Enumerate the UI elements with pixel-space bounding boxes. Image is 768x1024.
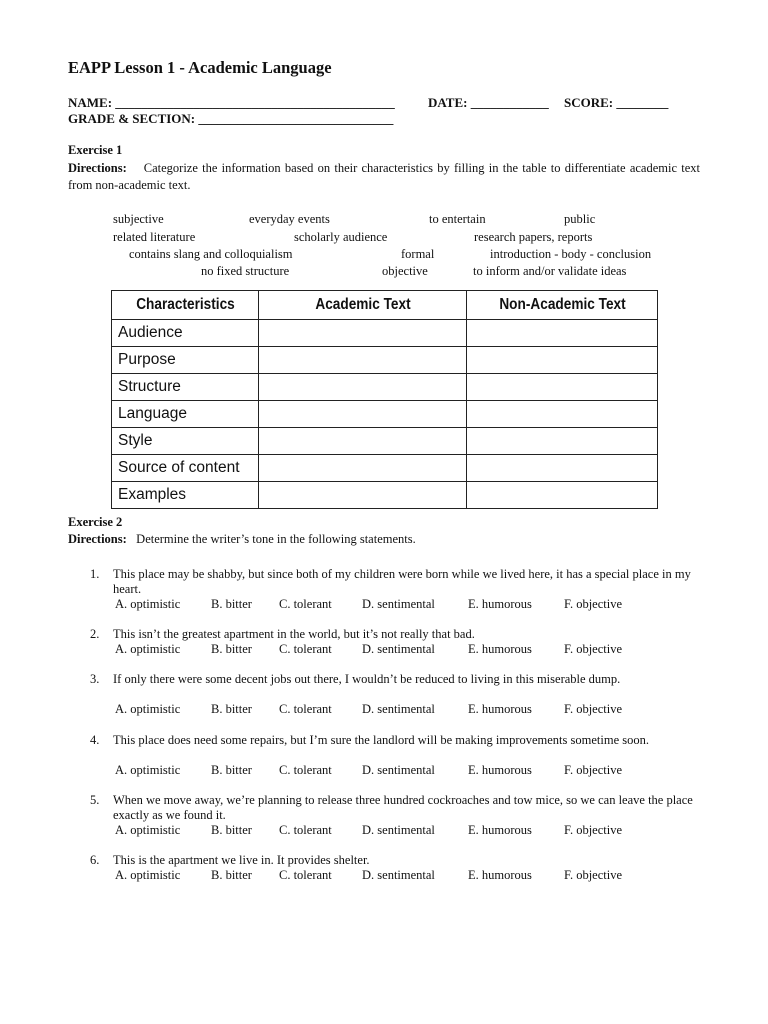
- option-e[interactable]: E. humorous: [468, 868, 532, 882]
- answer-cell[interactable]: [467, 347, 658, 374]
- directions-text: Categorize the information based on their characteristics by filling in the table to differentiate academic text from non-academic text.: [68, 161, 700, 192]
- question-text: This place may be shabby, but since both of my children were born while we lived here, it has a special place in my heart.: [113, 567, 691, 596]
- exercise2-directions: [68, 532, 416, 547]
- word-bank-item: no fixed structure: [201, 264, 290, 278]
- exercise1-heading: Exercise 1: [68, 143, 123, 157]
- option-row: [0, 868, 768, 884]
- option-c[interactable]: C. tolerant: [279, 642, 332, 656]
- word-bank-item: contains slang and colloquialism: [129, 247, 293, 261]
- answer-cell[interactable]: [467, 320, 658, 347]
- directions-text: Determine the writer’s tone in the following statements.: [136, 532, 416, 546]
- page-title: EAPP Lesson 1 - Academic Language: [68, 58, 332, 77]
- answer-cell[interactable]: [259, 428, 467, 455]
- row-label: Language: [112, 401, 259, 428]
- answer-cell[interactable]: [467, 428, 658, 455]
- column-header: Academic Text: [271, 291, 454, 320]
- grade-section-field[interactable]: GRADE & SECTION: ______________________________: [68, 111, 394, 126]
- answer-cell[interactable]: [467, 374, 658, 401]
- answer-cell[interactable]: [259, 401, 467, 428]
- answer-cell[interactable]: [259, 455, 467, 482]
- option-row: [0, 642, 768, 658]
- word-bank-item: public: [564, 212, 596, 226]
- question-text: This is the apartment we live in. It provides shelter.: [113, 853, 370, 867]
- word-bank-item: subjective: [113, 212, 164, 226]
- answer-cell[interactable]: [259, 320, 467, 347]
- directions-label: Directions:: [68, 161, 127, 175]
- question-text: This isn’t the greatest apartment in the world, but it’s not really that bad.: [113, 627, 475, 641]
- question-number: 6.: [90, 853, 100, 867]
- answer-cell[interactable]: [467, 455, 658, 482]
- option-b[interactable]: B. bitter: [211, 597, 252, 611]
- option-c[interactable]: C. tolerant: [279, 702, 332, 716]
- question-number: 4.: [90, 733, 100, 747]
- date-field[interactable]: DATE: ____________: [428, 95, 549, 110]
- option-row: [0, 763, 768, 779]
- option-d[interactable]: D. sentimental: [362, 642, 435, 656]
- row-label: Source of content: [112, 455, 259, 482]
- table-row: [112, 401, 658, 428]
- word-bank-item: formal: [401, 247, 435, 261]
- row-label: Audience: [112, 320, 259, 347]
- option-a[interactable]: A. optimistic: [115, 597, 181, 611]
- option-d[interactable]: D. sentimental: [362, 868, 435, 882]
- table-row: [112, 428, 658, 455]
- word-bank-item: introduction - body - conclusion: [490, 247, 652, 261]
- option-e[interactable]: E. humorous: [468, 823, 532, 837]
- option-d[interactable]: D. sentimental: [362, 597, 435, 611]
- option-a[interactable]: A. optimistic: [115, 702, 181, 716]
- option-b[interactable]: B. bitter: [211, 702, 252, 716]
- word-bank-item: research papers, reports: [474, 230, 593, 244]
- column-header: Non-Academic Text: [478, 291, 646, 320]
- option-e[interactable]: E. humorous: [468, 702, 532, 716]
- word-bank-item: to entertain: [429, 212, 486, 226]
- option-e[interactable]: E. humorous: [468, 597, 532, 611]
- option-a[interactable]: A. optimistic: [115, 763, 181, 777]
- row-label: Examples: [112, 482, 259, 509]
- option-row: [0, 823, 768, 839]
- option-f[interactable]: F. objective: [564, 868, 623, 882]
- option-b[interactable]: B. bitter: [211, 642, 252, 656]
- table-row: [112, 320, 658, 347]
- word-bank-item: everyday events: [249, 212, 330, 226]
- question-number: 2.: [90, 627, 100, 641]
- option-a[interactable]: A. optimistic: [115, 868, 181, 882]
- word-bank-item: scholarly audience: [294, 230, 388, 244]
- word-bank-item: objective: [382, 264, 428, 278]
- option-a[interactable]: A. optimistic: [115, 642, 181, 656]
- option-d[interactable]: D. sentimental: [362, 823, 435, 837]
- question-text: When we move away, we’re planning to release three hundred cockroaches and tow mice, so we can leave the place exactly as we found it.: [113, 793, 693, 822]
- option-f[interactable]: F. objective: [564, 763, 623, 777]
- table-row: [112, 482, 658, 509]
- option-e[interactable]: E. humorous: [468, 642, 532, 656]
- option-d[interactable]: D. sentimental: [362, 702, 435, 716]
- answer-cell[interactable]: [259, 482, 467, 509]
- option-b[interactable]: B. bitter: [211, 763, 252, 777]
- word-bank-item: to inform and/or validate ideas: [473, 264, 627, 278]
- question-text: This place does need some repairs, but I’m sure the landlord will be making improvements sometime soon.: [113, 733, 649, 747]
- exercise1-directions: [68, 160, 700, 194]
- table-header-row: [112, 291, 658, 320]
- score-field[interactable]: SCORE: ________: [564, 95, 669, 110]
- option-a[interactable]: A. optimistic: [115, 823, 181, 837]
- table-row: [112, 455, 658, 482]
- answer-cell[interactable]: [259, 374, 467, 401]
- question-number: 3.: [90, 672, 100, 686]
- option-c[interactable]: C. tolerant: [279, 763, 332, 777]
- option-f[interactable]: F. objective: [564, 597, 623, 611]
- word-bank-item: related literature: [113, 230, 196, 244]
- exercise2-heading: Exercise 2: [68, 515, 123, 529]
- directions-label: Directions:: [68, 532, 127, 546]
- answer-cell[interactable]: [467, 401, 658, 428]
- option-c[interactable]: C. tolerant: [279, 597, 332, 611]
- option-row: [0, 597, 768, 613]
- option-d[interactable]: D. sentimental: [362, 763, 435, 777]
- option-c[interactable]: C. tolerant: [279, 868, 332, 882]
- question-text: If only there were some decent jobs out there, I wouldn’t be reduced to living in this miserable dump.: [113, 672, 621, 686]
- option-row: [0, 702, 768, 718]
- characteristics-table: [111, 290, 658, 509]
- question-number: 5.: [90, 793, 100, 807]
- table-row: [112, 347, 658, 374]
- option-f[interactable]: F. objective: [564, 702, 623, 716]
- option-b[interactable]: B. bitter: [211, 868, 252, 882]
- name-field[interactable]: NAME: ___________________________________________: [68, 95, 395, 110]
- question-number: 1.: [90, 567, 100, 581]
- row-label: Structure: [112, 374, 259, 401]
- column-header: Characteristics: [120, 291, 249, 320]
- table-row: [112, 374, 658, 401]
- option-e[interactable]: E. humorous: [468, 763, 532, 777]
- row-label: Purpose: [112, 347, 259, 374]
- option-c[interactable]: C. tolerant: [279, 823, 332, 837]
- answer-cell[interactable]: [467, 482, 658, 509]
- option-f[interactable]: F. objective: [564, 642, 623, 656]
- answer-cell[interactable]: [259, 347, 467, 374]
- option-f[interactable]: F. objective: [564, 823, 623, 837]
- option-b[interactable]: B. bitter: [211, 823, 252, 837]
- row-label: Style: [112, 428, 259, 455]
